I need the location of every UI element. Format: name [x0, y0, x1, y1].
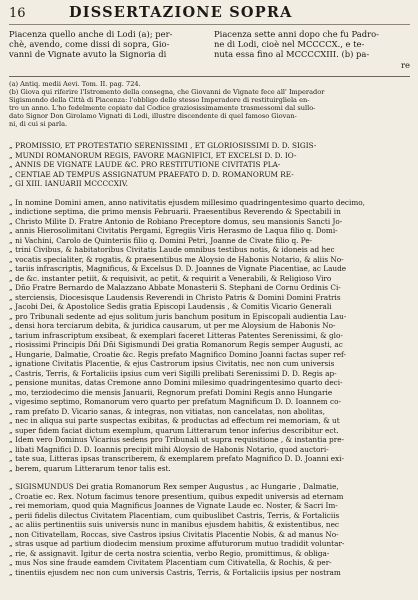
text-line: „ MUNDI ROMANORUM REGIS, FAVORE MAGNIFICI, ET EXCELSI D. D. IO- — [9, 150, 297, 160]
text-line: „ mus Nos sine fraude eamdem Civitatem Placentiam cum Citivatella, & Rochis, & per- — [9, 558, 332, 568]
text-line: Piacenza sette anni dopo che fu Padro- — [214, 29, 379, 39]
footnote-line: tro un anno. L'ho fedelmente copiato dal Codice graziosissimamente trasmessomi dal sullo- — [9, 104, 316, 113]
text-line: „ de &c. instanter petiit, & requisivit, ac petit, & requirit a Venerabili, & Religioso Viro — [9, 273, 332, 283]
text-line: „ pensione munitas, datas Cremone anno Domini milesimo quadringentesimo quarto deci- — [9, 378, 343, 388]
text-line: nuta essa fino al MCCCCXIII. (b) pa- — [214, 49, 370, 60]
text-line: „ sterciensis, Diocesisque Laudensis Reverendi in Christo Patris & Domini Domini Fratris — [9, 292, 341, 302]
text-line: „ stras usque ad partium diodecim mensium proxime affuturorum mutuo tradidit voluntar- — [9, 539, 345, 549]
text-line: „ tate sua, Litteras ipsas transcriberem, & exemplarem prefato Magnifico D. D. Joanni exi- — [9, 454, 344, 464]
text-line: „ ram prefato D. Vicario sanas, & integras, non vitiatas, non cancelatas, non abolitas, — [9, 406, 325, 416]
text-line: „ non Citivatellam, Roccas, sive Castros ipsius Civitatis Placentie Nobis, & ad manus No- — [9, 529, 339, 539]
text-line: „ CENTIAE AD TEMPUS ASSIGNATUM PRAEFATO D. D. ROMANORUM RE- — [9, 169, 294, 179]
text-line: „ tariis infrascriptis, Magnificus, & Excelsus D. D. Joannes de Vignate Piacentiae, ac Laude — [9, 264, 347, 274]
text-line: „ mo, terziodecimo die mensis Januarii, Regnorum prefati Domini Regis anno Hungarie — [9, 387, 333, 397]
text-line: „ Jacobi Dei, & Apostolice Sedis gratia Episcopi Laudensis , & Comitis Vicario Generali — [9, 302, 332, 312]
text-line: Piacenza quello anche di Lodi (a); per- — [9, 29, 173, 39]
text-line: „ trini Civibus, & habitatoribus Civitatis Laude omnibus testibus notis, & idoneis ad hec — [9, 245, 335, 255]
text-line: „ Castris, Terris, & Fortaliciis ipsius cum veri Sigilli prelibati Serenissimi D. D. Regis ap- — [9, 368, 337, 378]
footnotes — [9, 80, 410, 129]
text-line: „ Croatie ec. Rex. Notum facimus tenore presentium, quibus expedit universis ad eternam — [9, 491, 344, 501]
text-line: „ rei memoriam, quod quia Magnificus Joannes de Vignate Laude ec. Noster, & Sacri Im- — [9, 501, 338, 511]
text-line: „ super fidem faciat dictum exemplum, quarum Litterarum tenor inferius describitur ect. — [9, 425, 339, 435]
footnote-line: ni, di cui si parla. — [9, 120, 68, 129]
footnote-line: Sigismondo della Città di Piacenza: l'obbligo dello stesso Imperadore di restituirgliela en- — [9, 96, 310, 104]
text-line: „ perii fidelis dilectus Civitatem Placentiam, cum quibuslibet Castris, Terris, & Fortaliciis — [9, 510, 340, 520]
text-line: „ libati Magnifici D. D. Ioannis precipit mihi Aloysio de Habonis Notario, quod auctori- — [9, 444, 329, 454]
page-header — [9, 4, 410, 25]
left-column — [9, 29, 205, 70]
text-line: chè, avendo, come dissi di sopra, Gio- — [9, 39, 170, 50]
text-line: „ vigesimo septimo, Romanorum vero quarto per prefatum Magnificum D. D. Ioannem co- — [9, 397, 341, 407]
footnote-line: dato Signor Don Girolamo Vignati di Lodi, illustre discendente di quel famoso Giovan- — [9, 112, 297, 121]
right-column — [214, 29, 410, 70]
text-line: „ tarium infrascriptum exsibeat, & exemplari faceret Litteras Patentes Serenissimi, & glo- — [9, 330, 343, 340]
text-line: „ indictione septima, die primo mensis Februarii. Praesentibus Reverendo & Spectabili in — [9, 207, 341, 217]
text-line: „ tinentiis ejusdem nec non cum universis Castris, Terris, & Fortaliciis ipsius per nostram — [9, 567, 341, 577]
text-line: re — [401, 59, 410, 70]
text-line: „ SIGISMUNDUS Dei gratia Romanorum Rex semper Augustus , ac Hungarie , Dalmatie, — [9, 482, 339, 492]
text-line: „ PROMISSIO, ET PROTESTATIO SERENISSIMI , ET GLORIOSISSIMI D. D. SIGIS- — [9, 141, 317, 151]
text-line: „ GI XIII. IANUARII MCCCCXIV. — [9, 179, 129, 189]
text-line: „ ac aliis pertinentiis suis universis nunc in manibus ejusdem habitis, & existentibus, nec — [9, 520, 339, 530]
text-line: ne di Lodi, cioè nel MCCCCX., e te- — [214, 39, 365, 50]
footnote-line: (b) Giova qui riferire l'Istromento della consegna, che Giovanni de Vignate fece all' Imperador — [9, 87, 325, 96]
running-title: DISSERTAZIONE SOPRA — [69, 4, 293, 21]
text-line: „ nec in aliqua sui parte suspectas exibitas, & productas ad effectum rei memoriam, & ut — [9, 416, 340, 426]
document-section — [9, 141, 410, 189]
document-section — [9, 482, 410, 577]
text-line: „ Dño Fratre Bernardo de Malazzano Abbate Monasterii S. Stephani de Cornu Ordinis Ci- — [9, 283, 341, 293]
text-line: „ densi hora terciarum debita, & juridica causarum, ut per me Aloysium de Habonis No- — [9, 321, 336, 331]
text-line: „ vocatis specialiter, & rogatis, & praesentibus me Aloysio de Habonis Notario, & aliis No- — [9, 254, 344, 264]
page-number: 16 — [9, 6, 26, 21]
text-line: „ ni Vachini, Carolo de Quinteriis filio q. Domini Petri, Joanne de Civate filio q. Pe- — [9, 235, 313, 245]
text-line: „ Christo Milite D. Fratre Antonio de Robiano Preceptore domus, seu mansionis Sancti Jo- — [9, 216, 343, 226]
text-line: „ berem, quarum Litterarum tenor talis est. — [9, 463, 171, 473]
text-line: „ annis Hierosolimitani Civitatis Pergami, Egregiis Viris Herasmo de Laqua filio q. Domi- — [9, 226, 338, 236]
two-column-text — [9, 29, 410, 70]
document-section — [9, 198, 410, 474]
text-line: „ ANNIS DE VIGNATE LAUDE &C. PRO RESTITUTIONE CIVITATIS PLA- — [9, 160, 281, 170]
document-body — [9, 141, 410, 577]
footnote-line: (a) Antiq. medii Aevi. Tom. II. pag. 724. — [9, 79, 141, 88]
text-line: „ rie, & assignavit. Igitur de certa nostra scientia, verbo Regio, promittimus, & obliga- — [9, 548, 330, 558]
text-line: „ ignatione Civitatis Placentie, & ejus Castrorum ipsius Civitatis, nec non cum universis — [9, 359, 335, 369]
text-line: „ Hungarie, Dalmatie, Croatie &c. Regis prefato Magnifico Domino Joanni factas super ref- — [9, 349, 346, 359]
text-line: „ In nomine Domini amen, anno nativitatis ejusdem millesimo quadringentesimo quarto decimo, — [9, 197, 365, 207]
text-line: „ Idem vero Dominus Vicarius sedens pro Tribunali ut supra requisitione , & instantia pre- — [9, 435, 344, 445]
footnote-separator — [9, 76, 410, 77]
text-line: „ pro Tribunali sedente ad ejus solitum juris banchum positum in Episcopali audientia Lau- — [9, 311, 347, 321]
text-line: vanni de Vignate avuto la Signoria di — [9, 49, 167, 60]
text-line: „ riosissimi Principis Dñi Dñi Sigismundi Dei gratia Romanorum Regis semper Augusti, ac — [9, 340, 343, 350]
